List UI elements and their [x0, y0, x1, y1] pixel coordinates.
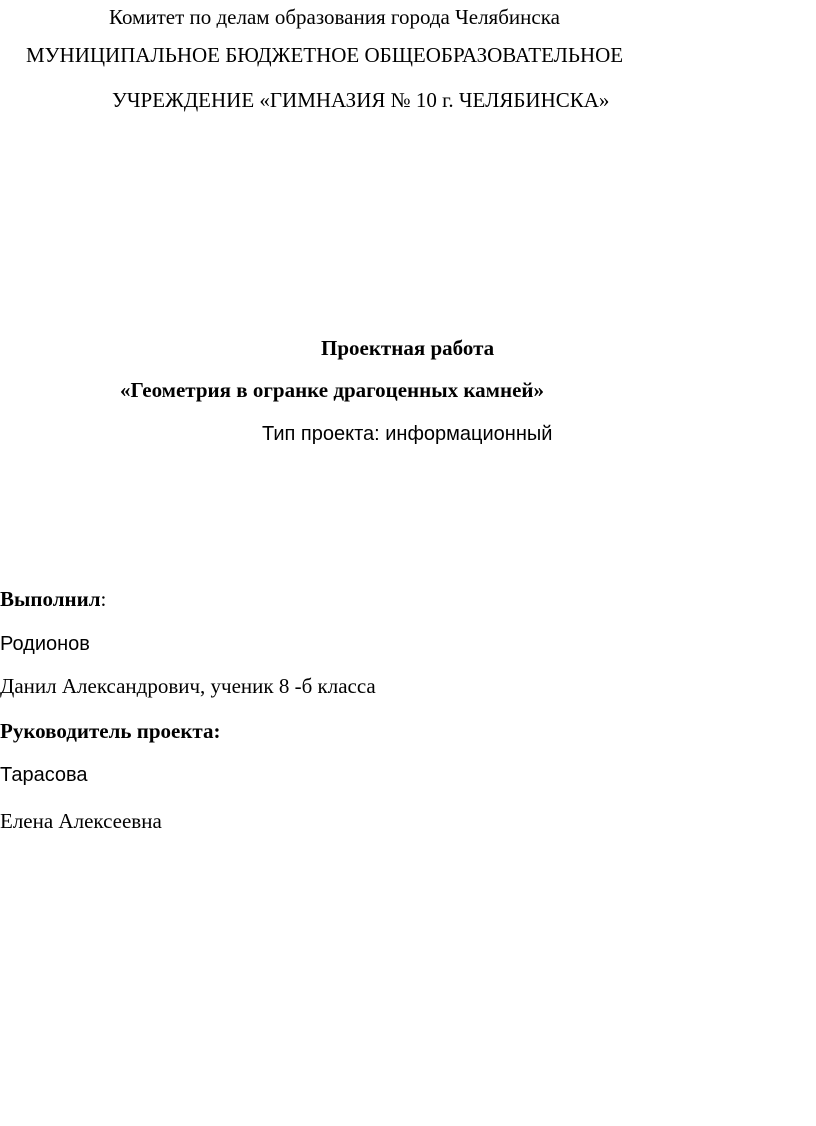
supervisor-label: Руководитель проекта: [0, 719, 221, 743]
institution-line-2: УЧРЕЖДЕНИЕ «ГИМНАЗИЯ № 10 г. ЧЕЛЯБИНСКА» [112, 88, 610, 112]
author-name-class: Данил Александрович, ученик 8 -б класса [0, 674, 376, 698]
author-label: Выполнил [0, 587, 101, 611]
supervisor-surname: Тарасова [0, 764, 88, 786]
author-surname: Родионов [0, 633, 90, 655]
author-label-line [0, 586, 106, 612]
work-type-heading: Проектная работа [321, 336, 495, 360]
institution-line-1: МУНИЦИПАЛЬНОЕ БЮДЖЕТНОЕ ОБЩЕОБРАЗОВАТЕЛЬНОЕ [26, 43, 624, 67]
committee-line: Комитет по делам образования города Челябинска [109, 5, 560, 29]
supervisor-name: Елена Алексеевна [0, 809, 162, 833]
project-topic: «Геометрия в огранке драгоценных камней» [120, 378, 545, 402]
project-type: Тип проекта: информационный [262, 423, 553, 445]
author-label-colon: : [100, 587, 107, 611]
